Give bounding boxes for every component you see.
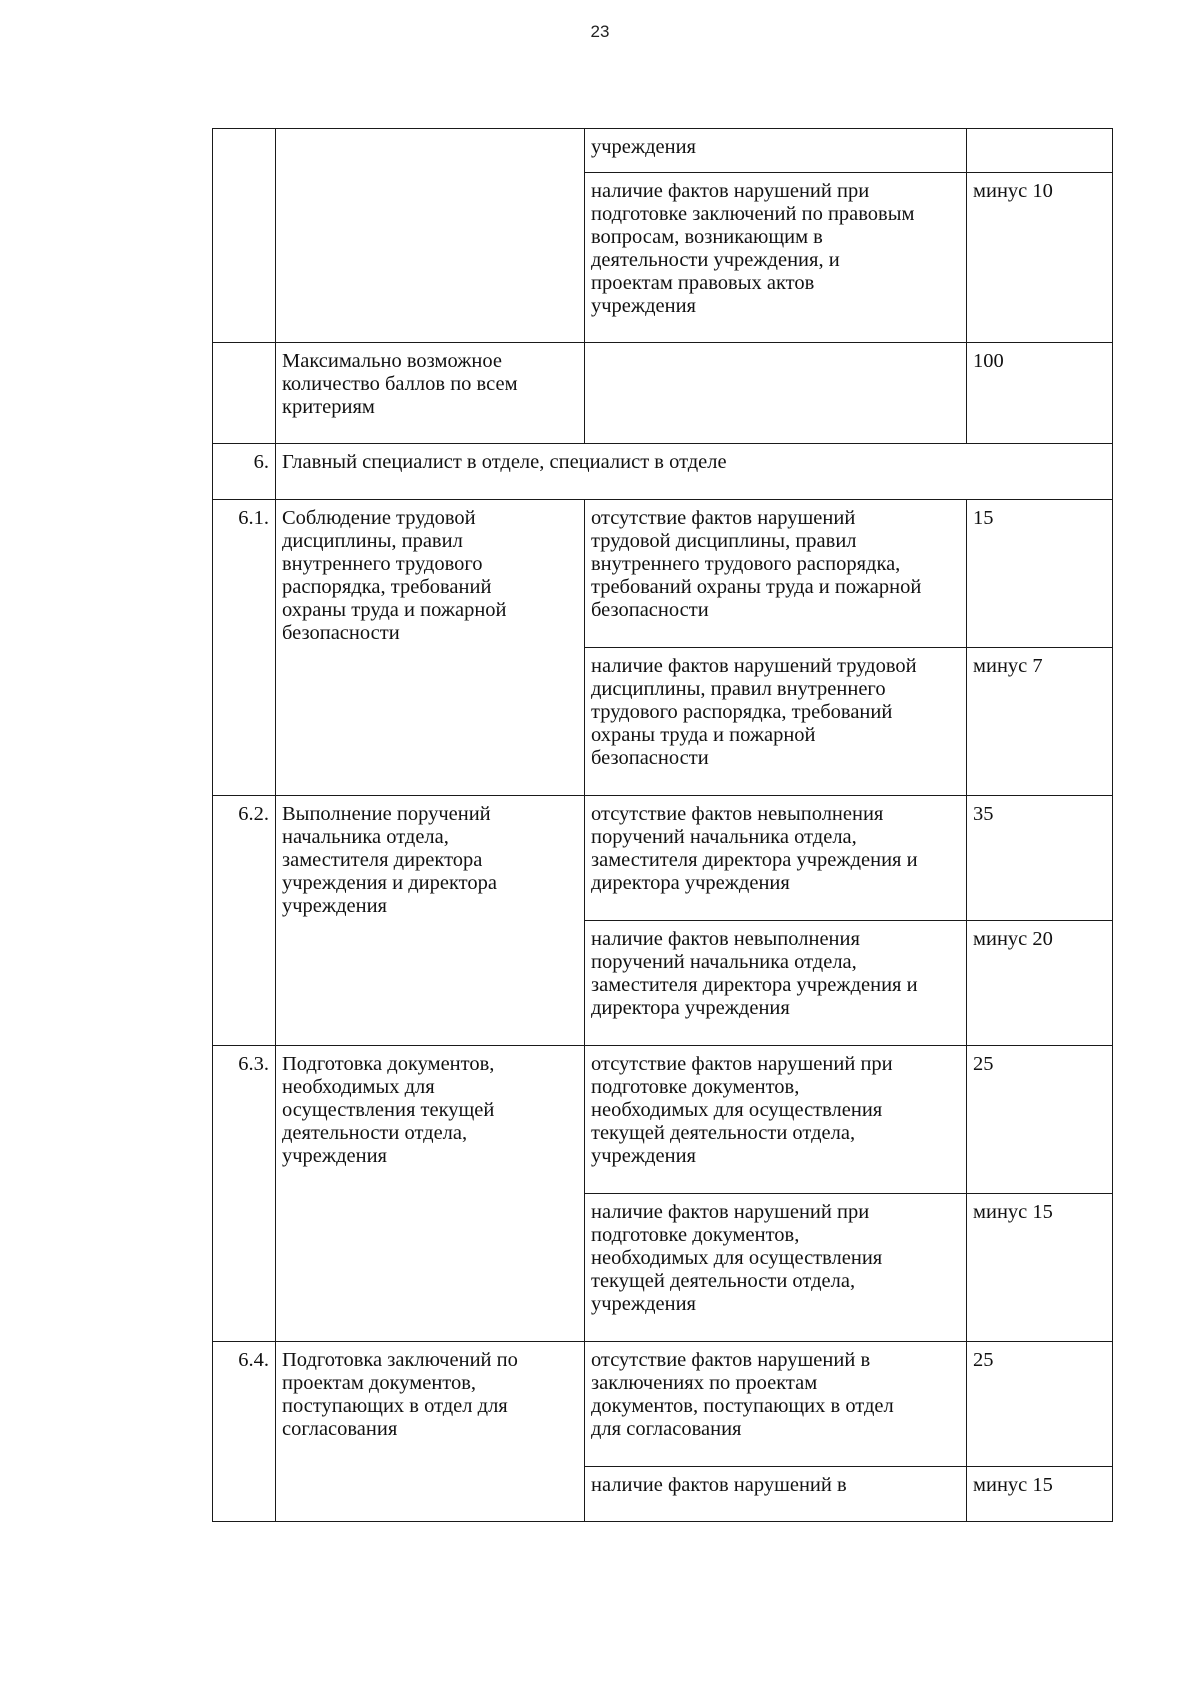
- table-row: [213, 796, 1113, 921]
- points-cell: 15: [967, 500, 1113, 648]
- number-cell: [213, 129, 276, 343]
- number-cell: [213, 343, 276, 444]
- indicator-cell: наличие фактов нарушений в: [585, 1467, 967, 1522]
- table-row: [213, 500, 1113, 648]
- indicator-cell: отсутствие фактов нарушений при подготовке документов, необходимых для осуществления текущей деятельности отдела, учреждения: [585, 1046, 967, 1194]
- page-number: 23: [590, 22, 610, 41]
- criteria-table: [212, 128, 1113, 1522]
- table-row: [213, 1046, 1113, 1194]
- table-row: [213, 129, 1113, 173]
- points-cell: 100: [967, 343, 1113, 444]
- criterion-cell: Соблюдение трудовой дисциплины, правил внутреннего трудового распорядка, требований охраны труда и пожарной безопасности: [276, 500, 585, 796]
- table-row-max-total: [213, 343, 1113, 444]
- points-cell: 25: [967, 1342, 1113, 1467]
- indicator-cell: наличие фактов невыполнения поручений начальника отдела, заместителя директора учреждения и директора учреждения: [585, 921, 967, 1046]
- points-cell: 35: [967, 796, 1113, 921]
- indicator-cell: [585, 343, 967, 444]
- indicator-cell: наличие фактов нарушений трудовой дисциплины, правил внутреннего трудового распорядка, требований охраны труда и пожарной безопасности: [585, 648, 967, 796]
- section-number-cell: 6.: [213, 444, 276, 500]
- indicator-cell: отсутствие фактов нарушений в заключениях по проектам документов, поступающих в отдел для согласования: [585, 1342, 967, 1467]
- points-cell: минус 10: [967, 173, 1113, 343]
- points-cell: минус 15: [967, 1194, 1113, 1342]
- table-row: [213, 1342, 1113, 1467]
- criterion-cell: Выполнение поручений начальника отдела, заместителя директора учреждения и директора учреждения: [276, 796, 585, 1046]
- indicator-cell: учреждения: [585, 129, 967, 173]
- number-cell: 6.1.: [213, 500, 276, 796]
- section-title-cell: Главный специалист в отделе, специалист в отделе: [276, 444, 1113, 500]
- points-cell: минус 20: [967, 921, 1113, 1046]
- indicator-cell: наличие фактов нарушений при подготовке заключений по правовым вопросам, возникающим в деятельности учреждения, и проектам правовых актов учреждения: [585, 173, 967, 343]
- points-cell: минус 15: [967, 1467, 1113, 1522]
- criterion-cell: Максимально возможное количество баллов по всем критериям: [276, 343, 585, 444]
- indicator-cell: отсутствие фактов невыполнения поручений начальника отдела, заместителя директора учреждения и директора учреждения: [585, 796, 967, 921]
- number-cell: 6.4.: [213, 1342, 276, 1522]
- number-cell: 6.2.: [213, 796, 276, 1046]
- criterion-cell: [276, 129, 585, 343]
- number-cell: 6.3.: [213, 1046, 276, 1342]
- indicator-cell: наличие фактов нарушений при подготовке документов, необходимых для осуществления текущей деятельности отдела, учреждения: [585, 1194, 967, 1342]
- table-row-section: [213, 444, 1113, 500]
- points-cell: 25: [967, 1046, 1113, 1194]
- criterion-cell: Подготовка заключений по проектам документов, поступающих в отдел для согласования: [276, 1342, 585, 1522]
- criterion-cell: Подготовка документов, необходимых для осуществления текущей деятельности отдела, учреждения: [276, 1046, 585, 1342]
- indicator-cell: отсутствие фактов нарушений трудовой дисциплины, правил внутреннего трудового распорядка, требований охраны труда и пожарной безопасности: [585, 500, 967, 648]
- points-cell: [967, 129, 1113, 173]
- points-cell: минус 7: [967, 648, 1113, 796]
